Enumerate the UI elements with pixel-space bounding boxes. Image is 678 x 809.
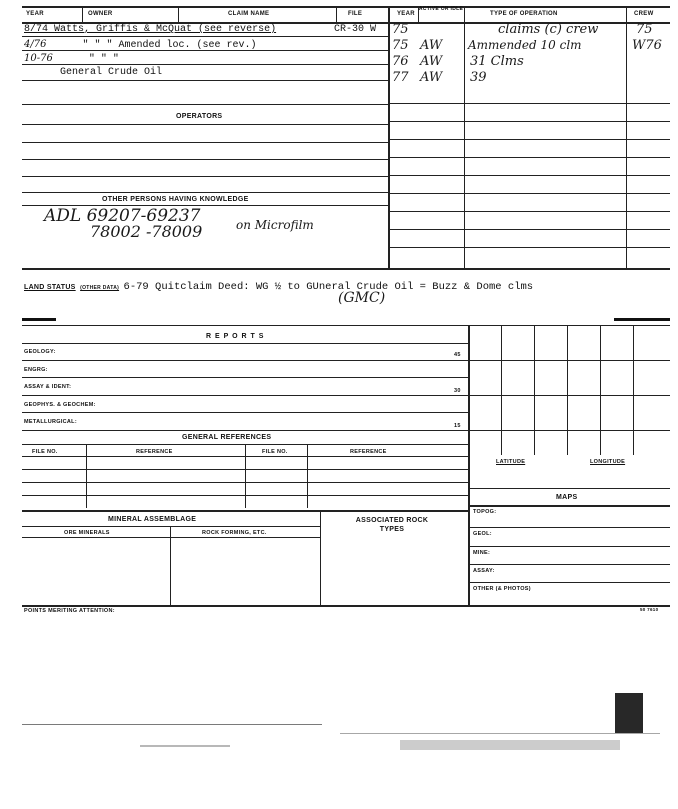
- header-owner: OWNER: [88, 11, 113, 17]
- other-persons-hand-2: 78002 -78009: [90, 222, 203, 241]
- section-rule: [22, 605, 670, 607]
- op-year: 75: [392, 22, 409, 37]
- col-divider: [418, 6, 419, 22]
- gr-col: REFERENCE: [350, 449, 387, 455]
- general-references-title: GENERAL REFERENCES: [182, 434, 272, 441]
- row-rule: [22, 343, 468, 344]
- section-bar: [22, 318, 56, 321]
- op-active: AW: [420, 38, 443, 53]
- grid-line: [468, 360, 670, 361]
- rock-forming-label: ROCK FORMING, ETC.: [202, 530, 267, 536]
- col-divider: [178, 6, 179, 22]
- header-active-idle: ACTIVE OR IDLE: [418, 6, 464, 12]
- grid-line: [468, 582, 670, 583]
- row-rule: [22, 50, 388, 51]
- row-rule: [22, 430, 468, 431]
- scan-artifact: [400, 740, 620, 750]
- op-type: Ammended 10 clm: [468, 38, 582, 52]
- grid-line: [468, 505, 670, 507]
- col-divider: [170, 526, 171, 605]
- gr-col: REFERENCE: [136, 449, 173, 455]
- row-rule: [22, 537, 320, 538]
- header-year-2: YEAR: [397, 11, 415, 17]
- associated-rock-types: ASSOCIATED ROCK TYPES: [355, 517, 429, 533]
- maps-title: MAPS: [556, 494, 578, 501]
- row-rule: [388, 193, 670, 194]
- scan-artifact: [22, 724, 322, 725]
- op-crew: W76: [632, 38, 662, 53]
- report-num: 30: [454, 388, 461, 394]
- other-persons-hand-3: on Microfilm: [236, 218, 314, 232]
- owner-row: 10-76 " " ": [24, 53, 119, 65]
- owner-row: 8/74 Watts, Griffis & McQuat (see reverse): [24, 24, 277, 35]
- col-divider: [307, 444, 308, 508]
- col-divider: [86, 444, 87, 508]
- grid-line: [468, 527, 670, 528]
- report-label: METALLURGICAL:: [24, 419, 77, 425]
- row-rule: [22, 176, 388, 177]
- section-rule: [22, 268, 670, 270]
- points-meriting-attention: POINTS MERITING ATTENTION:: [24, 608, 115, 614]
- row-rule: [22, 360, 468, 361]
- op-active: AW: [420, 54, 443, 69]
- op-year: 75: [392, 38, 409, 53]
- section-rule: [22, 104, 388, 105]
- operators-label: OPERATORS: [176, 113, 223, 120]
- maps-row: MINE:: [473, 550, 491, 556]
- grid-line: [600, 325, 601, 455]
- row-rule: [388, 229, 670, 230]
- op-type: 31 Clms: [470, 54, 524, 69]
- top-rule: [22, 6, 670, 8]
- grid-line: [468, 546, 670, 547]
- row-rule: [388, 157, 670, 158]
- owner-row: 4/76 " " " Amended loc. (see rev.): [24, 39, 257, 51]
- op-active: AW: [420, 70, 443, 85]
- col-divider: [320, 510, 321, 605]
- latitude-label: LATITUDE: [496, 459, 526, 465]
- section-rule: [22, 510, 468, 512]
- grid-line: [633, 325, 634, 455]
- section-rule: [22, 325, 670, 326]
- maps-row: GEOL:: [473, 531, 492, 537]
- maps-row: ASSAY:: [473, 568, 495, 574]
- op-type: 39: [470, 70, 487, 85]
- row-rule: [388, 139, 670, 140]
- row-rule: [388, 175, 670, 176]
- header-claim-name: CLAIM NAME: [228, 11, 270, 17]
- land-status: LAND STATUS (OTHER DATA) 6-79 Quitclaim Deed: WG ½ to GUneral Crude Oil = Buzz & Dome clms: [24, 281, 534, 293]
- grid-line: [468, 395, 670, 396]
- other-persons-hand-1: ADL 69207-69237: [44, 206, 201, 226]
- row-rule: [22, 377, 468, 378]
- gr-col: FILE NO.: [262, 449, 288, 455]
- mineral-assemblage-title: MINERAL ASSEMBLAGE: [108, 516, 197, 523]
- grid-line: [567, 325, 568, 455]
- header-year: YEAR: [26, 11, 44, 17]
- row-rule: [22, 526, 320, 527]
- other-persons-label: OTHER PERSONS HAVING KNOWLEDGE: [102, 196, 249, 203]
- grid-line: [468, 430, 670, 431]
- header-file: FILE: [348, 11, 363, 17]
- row-rule: [22, 124, 388, 125]
- scan-artifact: [615, 693, 643, 733]
- report-label: ASSAY & IDENT:: [24, 384, 72, 390]
- header-type-of-operation: TYPE OF OPERATION: [490, 11, 558, 17]
- op-type: claims (c) crew: [498, 22, 599, 37]
- scan-artifact: [140, 745, 230, 747]
- report-num: 45: [454, 352, 461, 358]
- reports-title: R E P O R T S: [206, 333, 265, 340]
- op-year: 77: [392, 70, 409, 85]
- ore-minerals-label: ORE MINERALS: [64, 530, 110, 536]
- col-divider: [245, 444, 246, 508]
- maps-row: OTHER (& PHOTOS): [473, 586, 531, 592]
- owner-row-file: CR-30 W: [334, 24, 377, 35]
- row-rule: [22, 142, 388, 143]
- col-divider: [82, 6, 83, 22]
- row-rule: [22, 64, 388, 65]
- section-bar: [614, 318, 670, 321]
- op-crew: 75: [636, 22, 653, 37]
- grid-line: [468, 488, 670, 489]
- report-label: ENGRG:: [24, 367, 48, 373]
- row-rule: [388, 247, 670, 248]
- section-rule: [22, 192, 388, 193]
- report-label: GEOPHYS. & GEOCHEM:: [24, 402, 96, 408]
- row-rule: [22, 412, 468, 413]
- row-rule: [388, 103, 670, 104]
- report-label: GEOLOGY:: [24, 349, 56, 355]
- report-num: 15: [454, 423, 461, 429]
- op-year: 76: [392, 54, 409, 69]
- grid-line: [468, 564, 670, 565]
- row-rule: [22, 80, 388, 81]
- form-code: 50 7610: [640, 607, 659, 612]
- owner-row: General Crude Oil: [60, 67, 163, 78]
- grid-line: [534, 325, 535, 455]
- row-rule: [388, 121, 670, 122]
- longitude-label: LONGITUDE: [590, 459, 626, 465]
- row-rule: [22, 159, 388, 160]
- header-crew: CREW: [634, 11, 654, 17]
- row-rule: [22, 395, 468, 396]
- right-grid-divider: [468, 325, 470, 605]
- col-divider: [336, 6, 337, 22]
- gr-col: FILE NO.: [32, 449, 58, 455]
- scan-artifact: [340, 733, 660, 734]
- row-rule: [388, 211, 670, 212]
- land-status-hand: (GMC): [338, 290, 386, 306]
- grid-line: [501, 325, 502, 455]
- maps-row: TOPOG:: [473, 509, 497, 515]
- row-rule: [22, 36, 388, 37]
